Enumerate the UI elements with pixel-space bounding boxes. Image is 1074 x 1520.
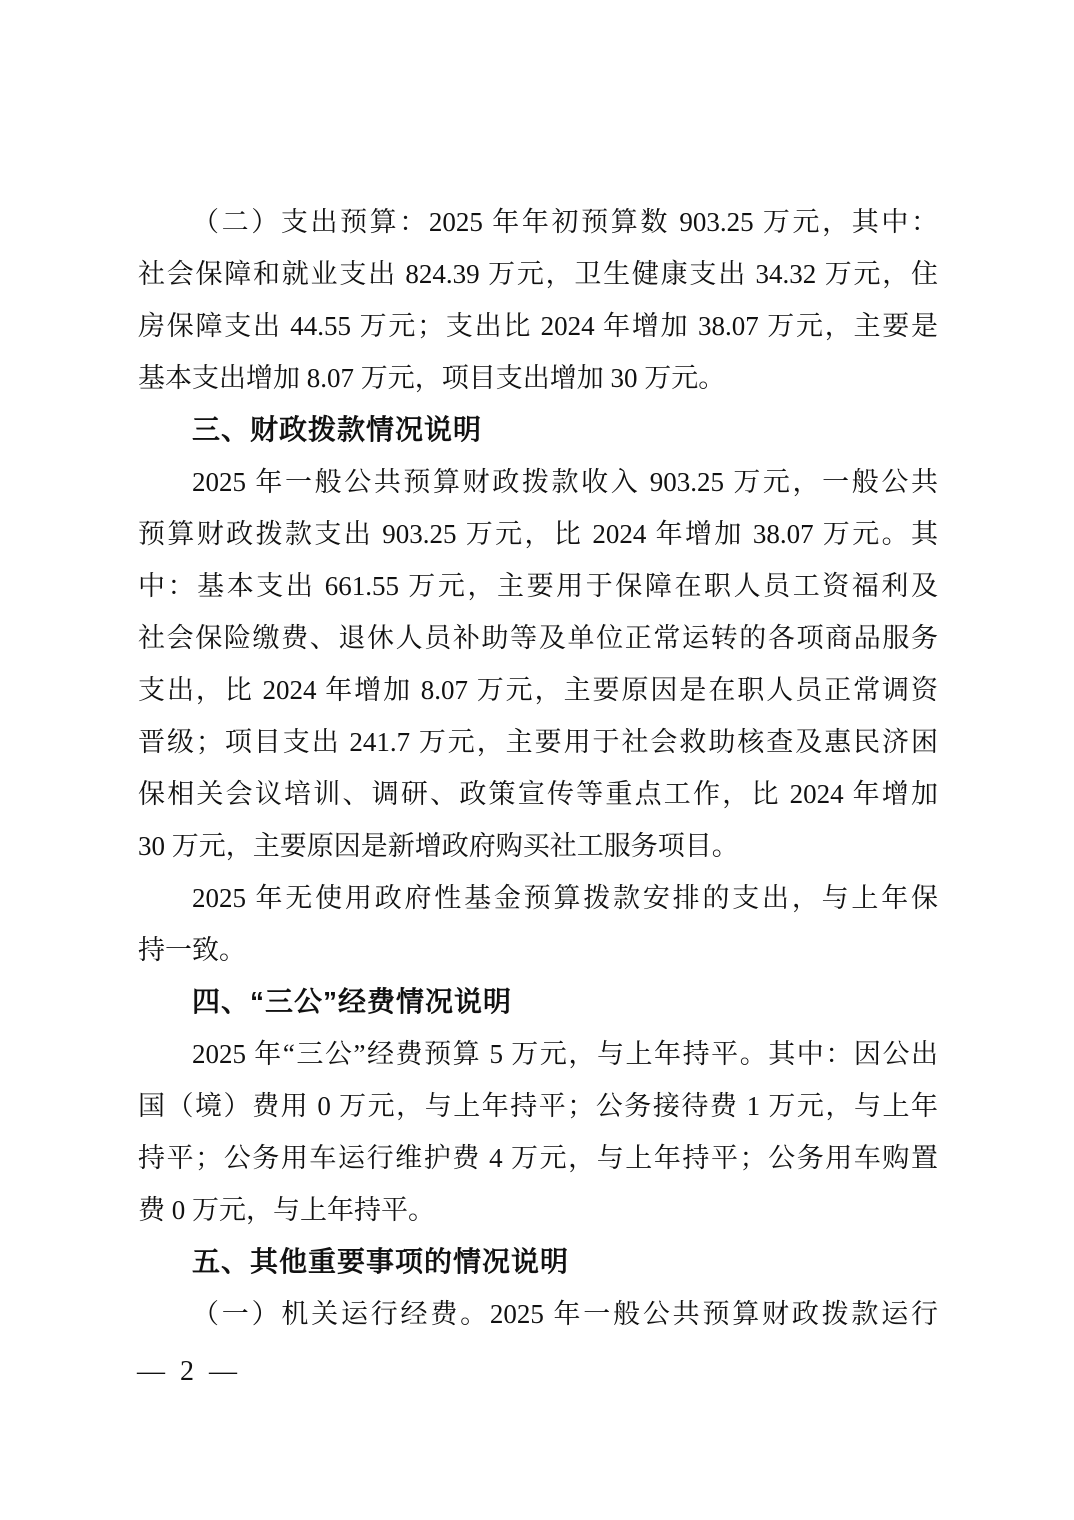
paragraph-line: 保相关会议培训、调研、政策宣传等重点工作，比 2024 年增加 [138,779,938,809]
paragraph-line: 支出，比 2024 年增加 8.07 万元，主要原因是在职人员正常调资 [138,675,938,705]
paragraph-line: 社会保障和就业支出 824.39 万元，卫生健康支出 34.32 万元，住 [138,259,938,289]
paragraph-line: 预算财政拨款支出 903.25 万元，比 2024 年增加 38.07 万元。其 [138,519,938,549]
paragraph-line: 国（境）费用 0 万元，与上年持平；公务接待费 1 万元，与上年 [138,1091,938,1121]
document-body [138,196,938,1340]
paragraph-line: （二）支出预算：2025 年年初预算数 903.25 万元，其中： [192,207,938,237]
paragraph-line: 持平；公务用车运行维护费 4 万元，与上年持平；公务用车购置 [138,1143,938,1173]
section-heading-other-important-matters: 五、其他重要事项的情况说明 [192,1246,570,1277]
paragraph-line: 费 0 万元，与上年持平。 [138,1195,435,1225]
section-heading-fiscal-appropriation: 三、财政拨款情况说明 [192,414,483,445]
paragraph-line: 中：基本支出 661.55 万元，主要用于保障在职人员工资福利及 [138,571,938,601]
paragraph-line: 2025 年一般公共预算财政拨款收入 903.25 万元，一般公共 [192,467,938,497]
paragraph-line: 房保障支出 44.55 万元；支出比 2024 年增加 38.07 万元，主要是 [138,311,938,341]
paragraph-line: 2025 年无使用政府性基金预算拨款安排的支出，与上年保 [192,883,938,913]
paragraph-line: 基本支出增加 8.07 万元，项目支出增加 30 万元。 [138,363,726,393]
paragraph-line: 晋级；项目支出 241.7 万元，主要用于社会救助核查及惠民济困 [138,727,938,757]
paragraph-line: 社会保险缴费、退休人员补助等及单位正常运转的各项商品服务 [138,623,938,653]
section-heading-three-public-funds: 四、“三公”经费情况说明 [192,986,513,1017]
paragraph-line: 2025 年“三公”经费预算 5 万元，与上年持平。其中：因公出 [192,1039,938,1069]
paragraph-line: 持一致。 [138,935,246,965]
paragraph-line: （一）机关运行经费。2025 年一般公共预算财政拨款运行 [192,1299,938,1329]
page-number: — 2 — [137,1356,241,1387]
paragraph-line: 30 万元，主要原因是新增政府购买社工服务项目。 [138,831,739,861]
